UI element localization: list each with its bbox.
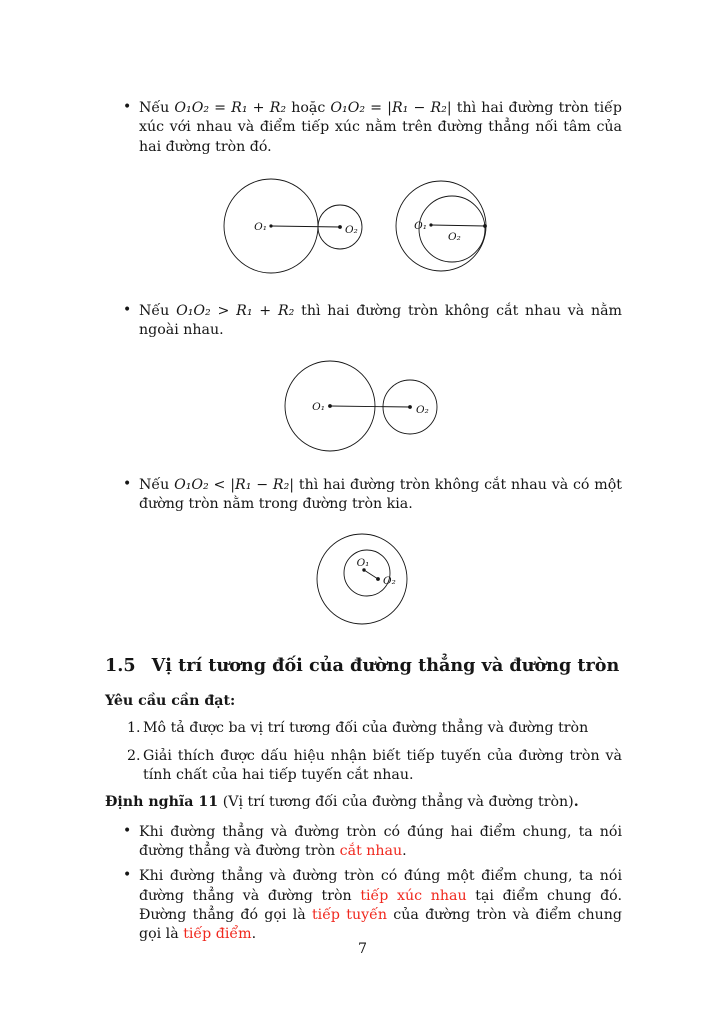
math-expression: O₁O₂ < |R₁ − R₂|: [174, 476, 295, 493]
center-label-o2: O₂: [344, 223, 358, 236]
math-expression: O₁O₂ = |R₁ − R₂|: [330, 100, 452, 116]
center-label-o2: O₂: [447, 230, 461, 243]
figure-contained-circles: [314, 532, 414, 627]
figure-row-separate: [105, 359, 622, 454]
bullet-icon: •: [123, 301, 132, 318]
figure-external-tangency: [224, 179, 362, 273]
bullet-text: Nếu O₁O₂ < |R₁ − R₂| thì hai đường tròn không cắt nhau và có một đường tròn nằm trong đường tròn kia.: [139, 476, 622, 512]
figure-tangent-circles: [219, 175, 509, 280]
math-expression: O₁O₂ = R₁ + R₂: [174, 100, 287, 116]
bullet-text: Nếu O₁O₂ = R₁ + R₂ hoặc O₁O₂ = |R₁ − R₂| thì hai đường tròn tiếp xúc với nhau và điểm tiếp xúc nằm trên đường thẳng nối tâm của hai đường tròn đó.: [139, 100, 622, 155]
bullet-text: Nếu O₁O₂ > R₁ + R₂ thì hai đường tròn không cắt nhau và nằm ngoài nhau.: [139, 302, 622, 339]
figure-row-contained: [105, 532, 622, 627]
item-text: Mô tả được ba vị trí tương đối của đường thẳng và đường tròn: [143, 720, 589, 737]
definition-period: .: [573, 794, 579, 811]
term-tiep-tuyen: tiếp tuyến: [311, 906, 388, 923]
center-label-o2: O₂: [415, 403, 429, 416]
bullet-icon: •: [123, 475, 132, 492]
item-number: 2.: [127, 747, 141, 764]
page-number: 7: [357, 941, 368, 957]
center-label-o1: O₁: [311, 400, 325, 413]
requirement-item-2: [127, 747, 622, 786]
definition-bullet-intersect: [123, 823, 622, 862]
math-expression: O₁O₂ > R₁ + R₂: [176, 302, 295, 319]
term-cat-nhau: cắt nhau: [339, 842, 403, 859]
bullet-icon: •: [123, 99, 132, 115]
requirements-heading: Yêu cầu cần đạt:: [105, 693, 236, 710]
figure-internal-tangency: [396, 181, 487, 271]
definition-paren: (Vị trí tương đối của đường thẳng và đường tròn): [218, 794, 574, 811]
center-label-o1: O₁: [356, 557, 369, 570]
page-content: [105, 99, 622, 950]
term-tiep-xuc-nhau: tiếp xúc nhau: [360, 887, 467, 904]
bullet-text: Khi đường thẳng và đường tròn có đúng hai điểm chung, ta nói đường thẳng và đường tròn cắt nhau.: [139, 823, 622, 859]
definition-heading: [105, 793, 622, 812]
item-number: 1.: [127, 720, 141, 737]
center-label-o1: O₁: [253, 220, 267, 233]
center-label-o2: O₂: [382, 575, 396, 588]
figure-row-tangency: [105, 175, 622, 280]
item-text: Giải thích được dấu hiệu nhận biết tiếp tuyến của đường tròn và tính chất của hai tiếp tuyến cắt nhau.: [143, 747, 622, 783]
section-number: 1.5: [105, 655, 136, 677]
bullet-tangent-circles: [123, 99, 622, 157]
figure-separate-circles: [284, 359, 444, 454]
bullet-text: Khi đường thẳng và đường tròn có đúng một điểm chung, ta nói đường thẳng và đường tròn tiếp xúc nhau tại điểm chung đó. Đường thẳng đó gọi là tiếp tuyến của đường tròn và điểm chung gọi là tiếp điểm.: [139, 868, 622, 943]
bullet-contained-circles: [123, 476, 622, 515]
term-tiep-diem: tiếp điểm: [183, 926, 252, 943]
bullet-icon: •: [123, 822, 132, 839]
definition-bullet-tangent: [123, 867, 622, 944]
center-label-o1: O₁: [413, 219, 427, 232]
requirement-item-1: [127, 719, 622, 738]
section-title: Vị trí tương đối của đường thẳng và đường tròn: [151, 655, 620, 677]
definition-label: Định nghĩa 11: [105, 794, 219, 811]
section-heading: [105, 655, 622, 678]
bullet-icon: •: [123, 867, 132, 884]
bullet-separate-circles: [123, 302, 622, 341]
